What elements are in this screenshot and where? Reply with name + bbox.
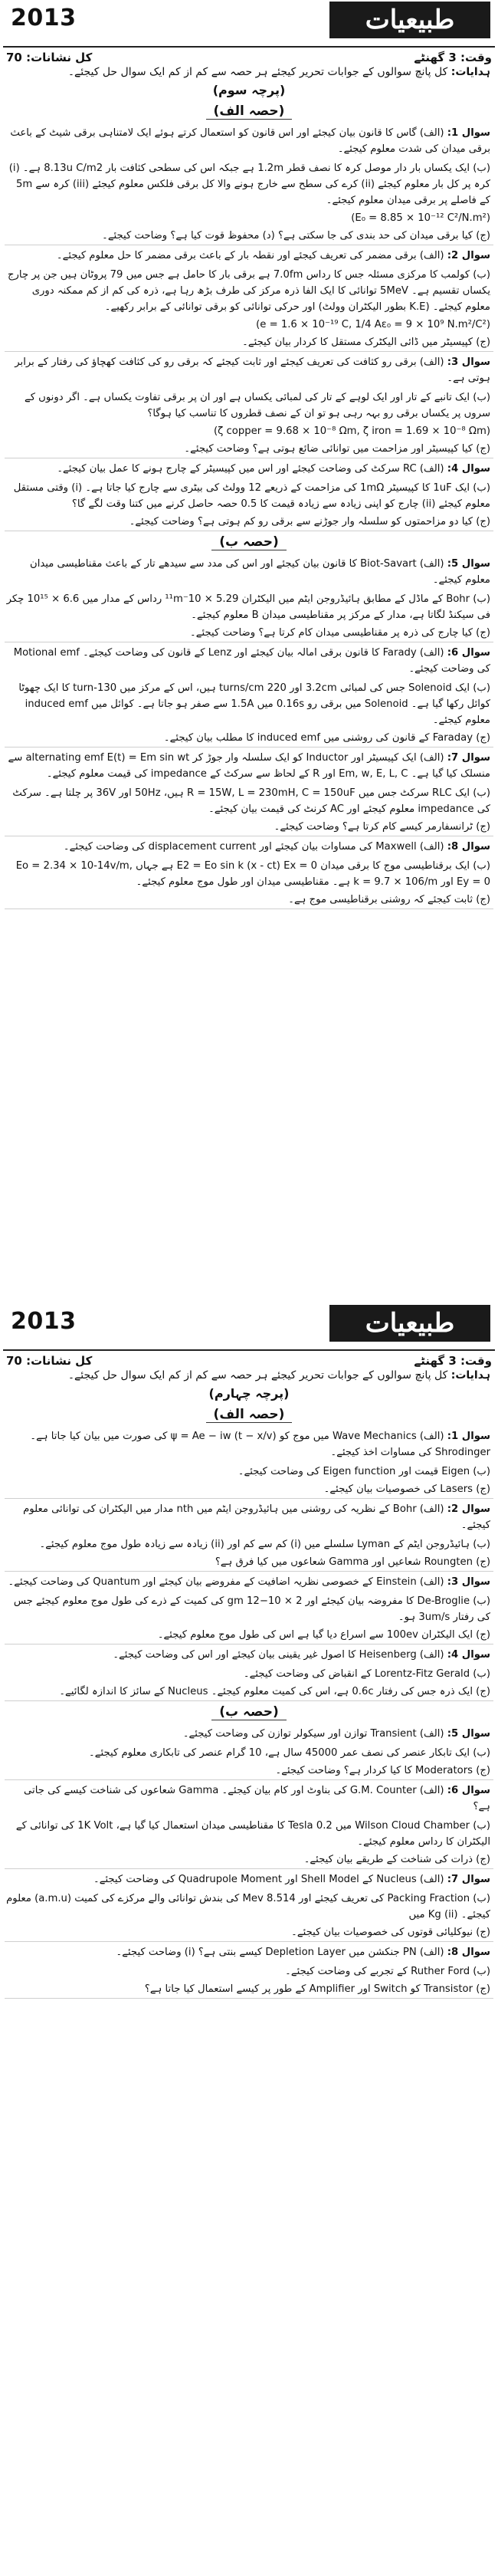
question-text: (الف) Maxwell کی مساوات بیان کیجئے اور displacement current کی وضاحت کیجئے۔ [63,841,444,853]
question-text: (ب) کولمب کا مرکزی مسئلہ جس کا رداس 7.0fm ہے برقی بار کا حامل ہے جس میں 79 پروٹان ہیں جن پر چارج یکساں تقسیم ہے۔ 5MeV توانائی کا ایک الفا ذرہ مرکز کی طرف بڑھ رہا ہے، ذرہ کی کم از کم ممکنہ دوری معلوم کیجئے۔ (K.E بطور الیکٹران وولٹ) اور حرکی توانائی کو برقی توانائی کے برابر رکھیے۔ [8,269,490,313]
question-text: (ج) ایک الیکٹران 100ev سے اسراع دیا گیا ہے اس کی طول موج معلوم کیجئے۔ [157,1629,490,1641]
question-part [0,316,498,334]
question-block [0,245,498,351]
question-number: سوال 3: [447,356,490,368]
question-text: (ج) نیوکلیائی قوتوں کی خصوصیات بیان کیجئے۔ [291,1927,490,1938]
question-part [0,891,498,909]
question-block [0,1869,498,1941]
question-part [0,1869,498,1890]
question-text: (ج) کیا کپیسیٹر اور مزاحمت میں توانائی ضائع ہوتی ہے؟ وضاحت کیجئے۔ [184,443,490,455]
question-part [0,334,498,351]
question-part [0,1536,498,1553]
question-part [0,422,498,440]
question-part [0,1553,498,1571]
question-number: سوال 1: [447,1431,490,1442]
question-part [0,1426,498,1463]
paper-2 [0,1303,498,2576]
question-number: سوال 4: [447,463,490,475]
question-number: سوال 2: [447,250,490,261]
question-number: سوال 6: [447,1785,490,1796]
instructions [0,1368,498,1383]
question-part [0,1851,498,1868]
question-text: (ب) ایک برقناطیسی موج کا برقی میدان E2 = Eo sin k (x - ct) Ex = 0 ہے جہاں Eo = 2.34 × 10-14v/m, Ey = 0 اور k = 9.7 × 106/m ہے۔ مقناطیسی میدان اور طول موج معلوم کیجئے۔ [15,860,490,888]
paper-header [0,0,498,46]
question-number: سوال 2: [447,1503,490,1515]
time-label: وقت: 3 گھنٹے [414,1354,492,1368]
instructions [0,64,498,80]
question-block [0,1723,498,1779]
question-block [0,1499,498,1571]
question-part [0,1592,498,1626]
question-text: (ج) Moderators کا کیا کردار ہے؟ وضاحت کیجئے۔ [275,1765,490,1776]
question-text: (الف) RC سرکٹ کی وضاحت کیجئے اور اس میں کپیسیٹر کے چارج ہونے کا عمل بیان کیجئے۔ [57,463,444,475]
question-part [0,1626,498,1644]
question-part [0,1499,498,1536]
question-number: سوال 5: [447,1728,490,1740]
question-text: (ب) ایک تابکار عنصر کی نصف عمر 45000 سال ہے، 10 گرام عنصر کی تابکاری معلوم کیجئے۔ [89,1747,490,1759]
question-text: (ب) Packing Fraction کی تعریف کیجئے اور 8.514 Mev کی بندش توانائی والے مرکزے کی کمیت (a.m.u) معلوم کیجئے۔ Kg (ii) میں [6,1893,490,1921]
section-a-title [0,100,498,123]
question-text: (الف) Einstein کے خصوصی نظریہ اضافیت کے مفروضے بیان کیجئے اور Quantum کی وضاحت کیجئے۔ [8,1576,444,1588]
instructions-label: ہدایات: [450,66,490,78]
question-part [0,1817,498,1851]
section-a-label: (حصہ الف) [206,104,293,120]
question-block [0,352,498,458]
section-b-title [0,531,498,554]
question-part [0,857,498,891]
question-text: (ج) کیا برقی میدان کی حد بندی کی جا سکتی ہے؟ (د) محفوظ قوت کیا ہے؟ وضاحت کیجئے۔ [102,230,490,242]
question-part [0,1572,498,1592]
question-number: سوال 6: [447,647,490,659]
question-part [0,266,498,316]
question-text: (الف) PN جنکشن میں Depletion Layer کیسے بنتی ہے؟ (i) وضاحت کیجئے۔ [116,1947,444,1958]
question-text: (ب) Eigen قیمت اور Eigen function کی وضاحت کیجئے۔ [238,1466,490,1477]
question-part [0,1980,498,1998]
question-text: (ب) Bohr کے ماڈل کے مطابق ہائیڈروجن ایٹم میں الیکٹران 5.29 × 10⁻¹¹m رداس کے مدار میں 6.6 × 10¹⁵ چکر فی سیکنڈ لگاتا ہے، مدار کے مرکز پر مقناطیسی میدان B معلوم کیجئے۔ [6,593,490,621]
question-number: سوال 1: [447,127,490,139]
question-number: سوال 7: [447,752,490,764]
question-number: سوال 5: [447,558,490,570]
instructions-label: ہدایات: [450,1369,490,1382]
question-text: (ب) Wilson Cloud Chamber میں 0.2 Tesla کا مقناطیسی میدان استعمال کیا گیا ہے، 1K Volt کی توانائی کے الیکٹران کا رداس معلوم کیجئے۔ [15,1820,490,1848]
paper-meta [0,1351,498,1368]
question-text: (ج) Faraday کے قانون کی روشنی میں induced emf کا مطلب بیان کیجئے۔ [163,732,490,744]
questions-list [0,123,498,909]
question-text: (الف) برقی رو کثافت کی تعریف کیجئے اور ثابت کیجئے کہ برقی رو کی کثافت کھچاؤ کی رفتار کے برابر ہوتی ہے۔ [15,356,490,384]
question-text: (ج) ثابت کیجئے کہ روشنی برقناطیسی موج ہے۔ [288,894,490,905]
question-part [0,1942,498,1963]
question-part [0,679,498,729]
question-part [0,554,498,590]
question-text: (ج) کیا دو مزاحمتوں کو سلسلہ وار جوڑنے سے برقی رو کم ہوتی ہے؟ وضاحت کیجئے۔ [129,516,490,527]
instructions-text: کل پانچ سوالوں کے جوابات تحریر کیجئے ہر حصہ سے کم از کم ایک سوال حل کیجئے۔ [67,1369,448,1382]
question-text: (ج) ٹرانسفارمر کیسے کام کرتا ہے؟ وضاحت کیجئے۔ [274,821,490,833]
question-block [0,1572,498,1644]
instructions-text: کل پانچ سوالوں کے جوابات تحریر کیجئے ہر حصہ سے کم از کم ایک سوال حل کیجئے۔ [67,66,448,78]
question-part [0,1665,498,1683]
question-part [0,352,498,389]
question-block [0,748,498,836]
questions-list [0,1426,498,1999]
question-text: (ج) Roungten شعاعیں اور Gamma شعاعوں میں کیا فرق ہے؟ [215,1556,490,1568]
question-text: (ج) کیا چارج کی ذرہ پر مقناطیسی میدان کام کرتا ہے؟ وضاحت کیجئے۔ [190,627,490,639]
question-part [0,1780,498,1817]
question-text: (الف) Nucleus کے Shell Model اور Quadrupole Moment کی وضاحت کیجئے۔ [93,1874,444,1885]
section-b-label: (حصہ ب) [211,1704,287,1720]
question-block [0,554,498,642]
page-gap [0,1265,498,1303]
question-text: (الف) G.M. Counter کی بناوٹ اور کام بیان کیجئے۔ Gamma شعاعوں کی شناخت کیسے کی جاتی ہے؟ [24,1785,490,1812]
question-text: (ج) کپیسیٹر میں ڈائی الیکٹرک مستقل کا کردار بیان کیجئے۔ [242,337,490,348]
question-text: (ج) ایک ذرہ جس کی رفتار 0.6c ہے، اس کی کمیت معلوم کیجئے۔ Nucleus کے سائز کا اندازہ لگائیے۔ [59,1686,490,1697]
separator [5,1998,493,1999]
paper-year: 2013 [11,5,77,31]
marks-label: کل نشانات: 70 [6,1354,93,1368]
question-part [0,389,498,422]
question-part [0,479,498,513]
question-text: (الف) Wave Mechanics میں موج کو ψ = Ae − iw (t − x/v) کی صورت میں بیان کیا جاتا ہے۔ Shrodinger کی مساوات اخذ کیجئے۔ [30,1431,490,1458]
question-part [0,159,498,209]
question-part [0,123,498,159]
question-text: (الف) گاس کا قانون بیان کیجئے اور اس قانون کو استعمال کرتے ہوئے ایک لامتناہی برقی شیٹ کے باعث برقی میدان کی شدت معلوم کیجئے۔ [10,127,490,155]
question-part [0,1463,498,1480]
question-text: (e = 1.6 × 10⁻¹⁹ C, 1/4 Aε₀ = 9 × 10⁹ N.m²/C²) [256,319,490,330]
question-part [0,458,498,479]
question-text: (الف) برقی مضمر کی تعریف کیجئے اور نقطہ بار کے باعث برقی مضمر کا حل معلوم کیجئے۔ [56,250,444,261]
section-b-title [0,1701,498,1723]
question-part [0,784,498,818]
question-number: سوال 7: [447,1874,490,1885]
paper-meta [0,48,498,64]
paper-1 [0,0,498,1265]
question-text: (ب) ایک تانبے کے تار اور ایک لوہے کے تار کی لمبائی یکساں ہے اور ان پر برقی تفاوت یکساں ہے۔ اگر دونوں کے سروں پر یکساں برقی رو بہہ رہی ہو تو ان کے نصف قطروں کا تناسب کیا ہوگا؟ [24,392,490,419]
section-a-label: (حصہ الف) [206,1407,293,1423]
question-part [0,440,498,458]
question-block [0,642,498,747]
question-text: (ب) ہائیڈروجن ایٹم کے Lyman سلسلے میں (i) کم سے کم اور (ii) زیادہ سے زیادہ طول موج معلوم کیجئے۔ [39,1539,490,1550]
question-text: (الف) ایک کپیسیٹر اور Inductor کو ایک سلسلہ وار جوڑ کر alternating emf E(t) = Em sin wt سے منسلک کیا گیا ہے۔ Em, w, E, L, C اور R کے لحاظ سے سرکٹ کے impedance کی قیمت معلوم کیجئے۔ [8,752,490,780]
question-text: (E₀ = 8.85 × 10⁻¹² C²/N.m²) [351,212,490,224]
question-part [0,1963,498,1980]
question-part [0,1924,498,1941]
question-part [0,590,498,624]
question-text: (الف) Biot-Savart کا قانون بیان کیجئے اور اس کی مدد سے سیدھے تار کے باعث مقناطیسی میدان معلوم کیجئے۔ [30,558,490,586]
question-part [0,1744,498,1762]
question-part [0,624,498,642]
paper-year: 2013 [11,1308,77,1335]
time-label: وقت: 3 گھنٹے [414,51,492,64]
question-block [0,1780,498,1868]
question-part [0,227,498,245]
question-text: (ب) De-Broglie کا مفروضہ بیان کیجئے اور 2 × 10−12 gm کی کمیت کے ذرے کی طول موج معلوم کیجئے جس کی رفتار 3um/s ہو۔ [13,1595,490,1623]
question-number: سوال 8: [447,1947,490,1958]
question-part [0,748,498,784]
question-text: (ب) ایک RLC سرکٹ جس میں R = 15W, L = 230mH, C = 150uF ہیں، 50Hz اور 36V پر چلتا ہے۔ سرکٹ کی impedance معلوم کیجئے اور AC کرنٹ کی قیمت بیان کیجئے۔ [12,787,490,815]
question-text: (الف) Farady کا قانون برقی امالہ بیان کیجئے اور Lenz کے قانون کی وضاحت کیجئے۔ Motional emf کی وضاحت کیجئے۔ [13,647,490,675]
question-part [0,836,498,857]
question-block [0,836,498,909]
marks-label: کل نشانات: 70 [6,51,93,64]
question-part [0,818,498,836]
question-block [0,123,498,245]
question-text: (الف) Transient توازن اور سیکولر توازن کی وضاحت کیجئے۔ [182,1728,444,1740]
question-part [0,1683,498,1700]
question-text: (ب) ایک یکساں بار دار موصل کرہ کا نصف قطر 1.2m ہے جبکہ اس کی سطحی کثافت بار 8.13u C/m2 ہے۔ (i) کرہ پر کل بار معلوم کیجئے (ii) کرے کی سطح سے خارج ہونے والا کل برقی فلکس معلوم کیجئے (iii) کرہ سے 5m کے فاصلے پر برقی میدان معلوم کیجئے۔ [8,163,490,206]
question-part [0,1480,498,1498]
question-text: (الف) Heisenberg کا اصول غیر یقینی بیان کیجئے اور اس کی وضاحت کیجئے۔ [113,1649,444,1661]
question-block [0,1942,498,1998]
section-a-title [0,1404,498,1426]
subject-title: طبیعیات [329,2,490,38]
question-text: (الف) Bohr کے نظریہ کی روشنی میں ہائیڈروجن ایٹم میں nth مدار میں الیکٹران کی توانائی معلوم کیجئے۔ [23,1503,490,1531]
question-part [0,245,498,266]
question-text: (ب) ایک 1uF کا کپیسیٹر 1mΩ کی مزاحمت کے ذریعے 12 وولٹ کی بیٹری سے چارج کیا جاتا ہے۔ (i) وقتی مستقل معلوم کیجئے (ii) چارج کو اپنی زیادہ سے زیادہ قیمت کا 0.5 حصہ حاصل کرنے میں کتنا وقت لگے گا؟ [13,482,490,510]
question-part [0,513,498,531]
question-number: سوال 4: [447,1649,490,1661]
question-part [0,729,498,747]
paper-header [0,1303,498,1349]
question-number: سوال 8: [447,841,490,853]
question-part [0,1644,498,1665]
paper-number: (پرچہ چہارم) [208,1386,290,1401]
question-text: (ج) Lasers کی خصوصیات بیان کیجئے۔ [323,1484,490,1495]
question-text: (ج) Transistor کو Switch اور Amplifier کے طور پر کیسے استعمال کیا جاتا ہے؟ [144,1983,490,1995]
question-text: (ب) Lorentz-Fitz Gerald کے انقباض کی وضاحت کیجئے۔ [243,1668,490,1680]
question-part [0,209,498,227]
question-text: (ب) ایک Solenoid جس کی لمبائی 3.2cm اور 220 turns/cm ہیں، اس کے مرکز میں 130-turn کا ایک چھوٹا کوائل رکھا گیا ہے۔ Solenoid میں برقی رو 0.16s میں 1.5A سے صفر ہو جاتا ہے۔ کوائل میں induced emf معلوم کیجئے۔ [18,682,490,726]
question-part [0,1762,498,1779]
subject-title: طبیعیات [329,1305,490,1342]
question-block [0,458,498,531]
question-part [0,1890,498,1924]
question-number: سوال 3: [447,1576,490,1588]
question-text: (ζ copper = 9.68 × 10⁻⁸ Ωm, ζ iron = 1.69 × 10⁻⁸ Ωm) [214,426,490,437]
paper-number: (پرچہ سوم) [212,83,286,97]
question-text: (ب) Ruther Ford کے تجربے کی وضاحت کیجئے۔ [285,1966,490,1977]
section-b-label: (حصہ ب) [211,534,287,550]
question-part [0,642,498,679]
question-block [0,1426,498,1498]
question-part [0,1723,498,1744]
question-block [0,1644,498,1700]
question-text: (ج) ذرات کی شناخت کے طریقے بیان کیجئے۔ [303,1854,490,1865]
